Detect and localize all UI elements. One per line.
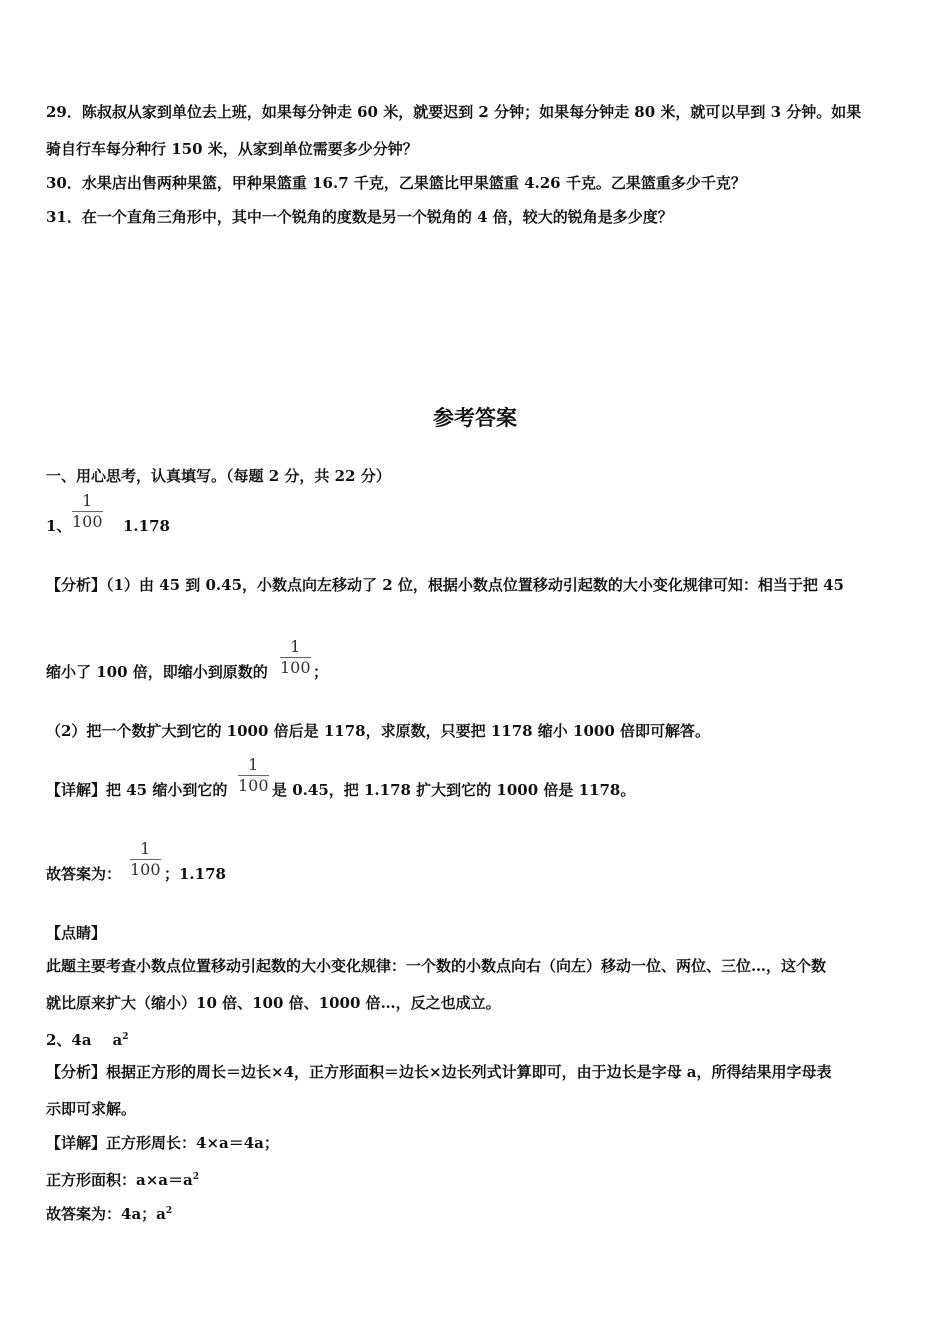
final2-sup: 2 xyxy=(165,1206,173,1216)
fraction-one-hundredth xyxy=(130,839,161,880)
answer2-line xyxy=(46,1027,128,1050)
question-29-line2: 骑自行车每分种行 150 米，从家到单位需要多少分钟？ xyxy=(46,140,418,158)
analysis1-line3: （2）把一个数扩大到它的 1000 倍后是 1178，求原数，只要把 1178 缩小 1000 倍即可解答。 xyxy=(46,722,710,740)
fraction-denominator: 100 xyxy=(280,658,311,677)
analysis2-line2: 示即可求解。 xyxy=(46,1100,137,1118)
question-29-line1: 29．陈叔叔从家到单位去上班，如果每分钟走 60 米，就要迟到 2 分钟；如果每分钟走 80 米，就可以早到 3 分钟。如果 xyxy=(46,103,862,121)
fraction-one-hundredth xyxy=(72,491,103,532)
analysis2-line1: 【分析】根据正方形的周长＝边长×4，正方形面积＝边长×边长列式计算即可，由于边长是字母 a，所得结果用字母表 xyxy=(46,1063,832,1081)
answer1-label: 1、 xyxy=(46,517,72,535)
fraction-one-hundredth xyxy=(238,755,269,796)
answer1-value2: 1.178 xyxy=(123,517,170,535)
fraction-denominator: 100 xyxy=(238,776,269,795)
fraction-denominator: 100 xyxy=(72,512,103,531)
question-31: 31．在一个直角三角形中，其中一个锐角的度数是另一个锐角的 4 倍，较大的锐角是多少度？ xyxy=(46,208,673,226)
fraction-numerator: 1 xyxy=(140,839,151,858)
answer2-text: 2、4a a xyxy=(46,1031,123,1049)
detail1-pre: 【详解】把 45 缩小到它的 xyxy=(46,781,228,799)
analysis1-line2-post: ； xyxy=(313,663,329,681)
answer2-sup: 2 xyxy=(122,1032,129,1042)
detail2-text: 正方形面积：a×a＝a xyxy=(46,1171,193,1189)
point1-line1: 此题主要考查小数点位置移动引起数的大小变化规律：一个数的小数点向右（向左）移动一位、两位、三位…，这个数 xyxy=(46,957,827,975)
fraction-numerator: 1 xyxy=(248,755,259,774)
fraction-denominator: 100 xyxy=(130,860,161,879)
analysis1-line1: 【分析】（1）由 45 到 0.45，小数点向左移动了 2 位，根据小数点位置移动引起数的大小变化规律可知：相当于把 45 xyxy=(46,576,844,594)
final1-post: ；1.178 xyxy=(164,865,226,883)
final2-text: 故答案为：4a；a xyxy=(46,1205,166,1223)
detail2-line1: 【详解】正方形周长：4×a＝4a； xyxy=(46,1134,279,1152)
detail2-line2 xyxy=(46,1167,199,1190)
point1-title: 【点睛】 xyxy=(46,924,107,942)
final2 xyxy=(46,1201,172,1224)
final1-pre: 故答案为： xyxy=(46,865,122,883)
analysis1-line2-pre: 缩小了 100 倍，即缩小到原数的 xyxy=(46,663,268,681)
fraction-numerator: 1 xyxy=(82,491,93,510)
fraction-numerator: 1 xyxy=(290,637,301,656)
question-30: 30．水果店出售两种果篮，甲种果篮重 16.7 千克，乙果篮比甲果篮重 4.26 千克。乙果篮重多少千克？ xyxy=(46,174,746,192)
point1-line2: 就比原来扩大（缩小）10 倍、100 倍、1000 倍…，反之也成立。 xyxy=(46,994,501,1012)
section1-header: 一、用心思考，认真填写。（每题 2 分，共 22 分） xyxy=(46,467,391,485)
detail2-sup: 2 xyxy=(192,1172,199,1182)
detail1-post: 是 0.45，把 1.178 扩大到它的 1000 倍是 1178。 xyxy=(272,781,636,799)
answers-title: 参考答案 xyxy=(433,405,517,430)
fraction-one-hundredth xyxy=(280,637,311,678)
